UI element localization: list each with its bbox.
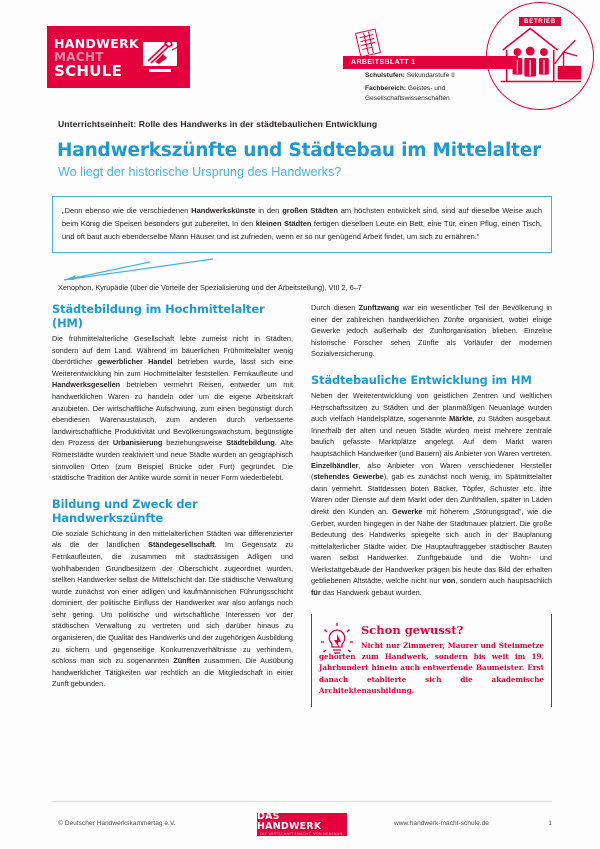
section-body-staedtebildung: Die frühmittelalterliche Gesellschaft lebte zumeist nicht in Städten, sondern auf dem Land. Während im bäuerlichen Frühmittelalter wenig überörtlicher gewerblicher Handel betrieben wurde, lässt sich eine Weiterentwicklung hin zum Hochmittelalter feststellen. Fernkaufleute und Handwerksgesellen betrieben vermehrt Reisen, entweder um mit handwerklichen Waren zu handeln oder um die eigene Arbeitskraft anzubieten. Der wirtschaftliche Aufschwung, zum einen begünstigt durch ebendiesen Warenaustausch, zum anderen durch verbesserte landwirtschaftliche Produktivität und Bevölkerungswachstum, begünstigte den Prozess der Urbanisierung beziehungsweise Städtebildung. Alte Römerstädte wurden reaktiviert und neue Städte wurden an geographisch sinnvollen Orten (zum Beispiel Brücke oder Furt) gegründet. Die städtische Tradition der Antike wurde somit in neuer Form wiederbelebt. bbox=[52, 334, 293, 483]
section-heading-staedtebauliche: Städtebauliche Entwicklung im HM bbox=[311, 372, 532, 387]
footer-copyright: © Deutscher Handwerkskammertag e.V. bbox=[58, 820, 176, 827]
section-heading-zuenfte: Bildung und Zweck der Handwerkszünfte bbox=[52, 496, 198, 525]
brand-line-handwerk: HANDWERK bbox=[54, 35, 140, 51]
subject-key: Fachbereich: bbox=[365, 84, 407, 92]
lightbulb-icon bbox=[317, 622, 357, 662]
page-title: Handwerkszünfte und Städtebau im Mittelalter bbox=[57, 140, 542, 161]
section-body-zunftzwang: Durch diesen Zunftzwang war ein wesentlicher Teil der Bevölkerung in einer der zahlreichen handwerklichen Zünfte organisiert, wobei einige Gewerke jedoch außerhalb der Zunftorganisation blieben. Einzelne historische Forscher sehen Zünfte als Vorläufer der modernen Sozialversicherung. bbox=[311, 303, 552, 359]
brand-wordmark bbox=[54, 37, 139, 78]
footer-divider bbox=[52, 801, 552, 802]
quote-text: „Denn ebenso wie die verschiedenen Handwerkskünste in den großen Städten am höchsten entwickelt sind, sind auf dieselbe Weise auch beim König die Speisen besonders gut zubereitet. In den kleinen Städten fertigen dieselben Leute ein Bett, eine Tür, einen Pflug, einen Tisch, und oft baut auch ebenderselbe Mann Häuser und ist zufrieden, wenn er so nur genügend Arbeit findet, um sich zu ernähren.“ bbox=[62, 206, 542, 241]
school-level-key: Schulstufen: bbox=[365, 72, 405, 79]
did-you-know-text-rest: im 19. Jahrhundert hinein auch entwerfende Baumeister. Erst danach etablierte sich die akademische Architektenausbildung. bbox=[319, 652, 545, 696]
footer-page-number: 1 bbox=[548, 820, 552, 827]
section-body-zuenfte: Die soziale Schichtung in den mittelalterlichen Städten war differenzierter als die der ländlichen Ständegesellschaft. Im Gegensatz zu Fernkaufleuten, die zusammen mit stadtsässigen Adligen und wohlhabenden Grundbesitzern der Oberschicht zugeordnet wurden, stellten Handwerker selbst die Mittelschicht dar. Die städtische Verwaltung wurde zunächst von einer adligen und kaufmännischen Führungsschicht dominiert, der politische Einfluss der Handwerker war also anfangs noch sehr gering. Um politische und wirtschaftliche Interessen vor der städtischen Verwaltung zu vertreten und sich darüber hinaus zu organisieren, die Qualität des Handwerks und der zugehörigen Ausbildung zu sichern und gegenseitige Konkurrenzverhältnisse zu verhindern, schloss man sich zu sogenannten Zünften zusammen. Die Ausübung handwerklicher Tätigkeiten war rechtlich an die Mitgliedschaft in einer Zunft gebunden. bbox=[52, 528, 293, 689]
quote-source: Xenophon, Kyrupädie (über die Vorteile der Spezialisierung und der Arbeitsteilung), VIII 2, 6–7 bbox=[58, 283, 362, 292]
spacer bbox=[311, 360, 552, 373]
school-level-value: Sekundarstufe II bbox=[404, 72, 455, 79]
footer-logo-sub: DIE WIRTSCHAFTSMACHT. VON NEBENAN. bbox=[260, 832, 344, 836]
betrieb-badge bbox=[486, 2, 594, 110]
section-heading-staedtebildung: Städtebildung im Hochmittelalter (HM) bbox=[52, 302, 265, 330]
left-column bbox=[52, 302, 293, 707]
unit-line: Unterrichtseinheit: Rolle des Handwerks in der städtebaulichen Entwicklung bbox=[58, 119, 378, 129]
did-you-know-box bbox=[311, 614, 552, 707]
das-handwerk-logo bbox=[257, 813, 347, 836]
brand-logo bbox=[47, 26, 190, 88]
quote-box bbox=[52, 196, 552, 253]
tools-on-screen-icon bbox=[139, 36, 183, 78]
badge-label: BETRIEB bbox=[519, 17, 561, 26]
section-body-staedtebauliche: Neben der Weiterentwicklung von geistlichen Zentren und weltlichen Herrschaftssitzen zu Städten und der planmäßigen Neuanlage wurden auch vielfach Handelsplätze, sogenannte Märkte, zu Städten ausgebaut. Innerhalb der alten und neuen Städte wurden meist mehrere zentrale baulich gefasste Marktplätze angelegt. Auf dem Markt waren hauptsächlich Handwerker (und Bauern) als Anbieter von Waren vertreten. Einzelhändler, also Anbieter von Waren verschiedener Hersteller (stehendes Gewerbe), gab es zunächst noch wenig, im Spätmittelalter dann vermehrt. Stattdessen boten Bäcker, Töpfer, Schuster etc. ihre Waren oder Dienste auf dem Markt oder den Zunfthallen, später in Läden direkt den Kunden an. Gewerke mit höherem „Störungsgrad“, wie die Gerber, wurden hingegen in der Nähe der Stadtmauer platziert. Die große Bedeutung des Handwerks spiegelte sich auch in der Bauplanung mittelalterlicher Städte wider. Die Hauptauftraggeber städtischer Bauten waren selbst Handwerker. Zunftgebäude und die Wohn- und Werkstattgebäude der Handwerker prägen bis heute das Bild der erhalten gebliebenen Altstädte, welche nicht nur von, sondern auch hauptsächlich für das Handwerk gebaut wurden. bbox=[311, 390, 553, 598]
content-columns bbox=[52, 302, 552, 707]
document-sheet-icon bbox=[354, 28, 381, 58]
brand-line-schule: SCHULE bbox=[54, 61, 123, 80]
brand-line-macht: MACHT bbox=[54, 49, 104, 64]
footer-url[interactable]: www.handwerk-macht-schule.de bbox=[394, 820, 489, 827]
quote-pointer bbox=[58, 258, 218, 283]
did-you-know-heading: Schon gewusst? bbox=[361, 622, 464, 637]
page-header bbox=[0, 0, 600, 112]
footer-logo-main: DAS HANDWERK bbox=[257, 811, 322, 832]
page-footer bbox=[0, 801, 600, 849]
spacer bbox=[52, 484, 293, 497]
did-you-know-text-indented: Nicht nur Zimmerer, Maurer und Steinmetze gehörten zum Handwerk, sondern bis weit bbox=[319, 640, 544, 662]
page-subtitle: Wo liegt der historische Ursprung des Handwerks? bbox=[58, 165, 342, 179]
subject-value: Geistes- und Gesellschaftswissenschaften bbox=[365, 84, 450, 102]
sheet-label: ARBEITSBLATT 1 bbox=[343, 56, 518, 69]
right-column bbox=[311, 302, 552, 707]
